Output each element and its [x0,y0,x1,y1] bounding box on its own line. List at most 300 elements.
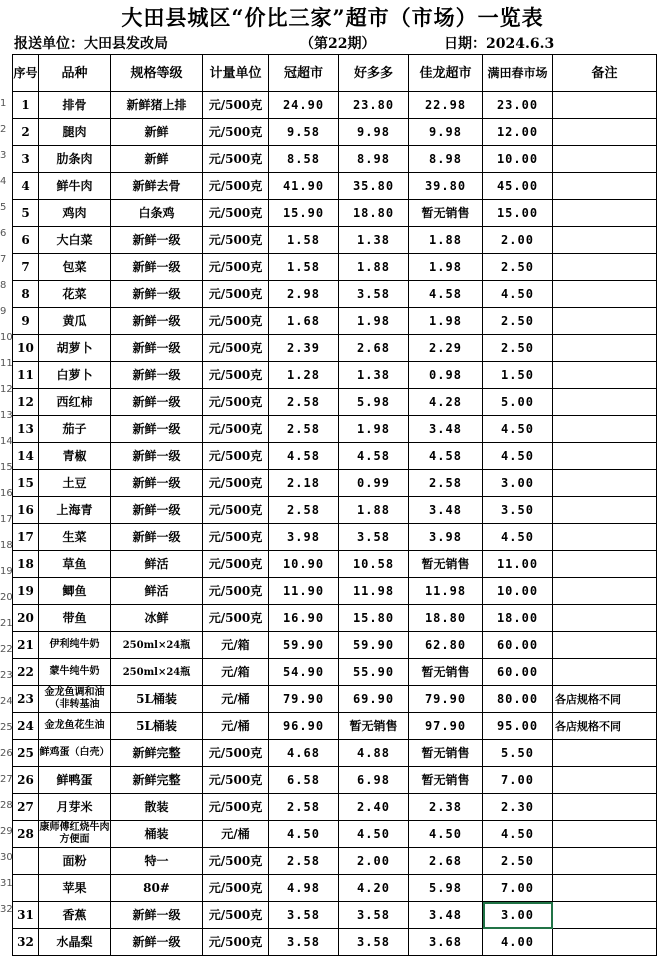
cell-seq[interactable]: 32 [13,929,39,956]
row-heading[interactable]: 15 [0,462,13,473]
cell-unit[interactable]: 元/500克 [203,443,269,470]
cell-seq[interactable]: 12 [13,389,39,416]
cell-seq[interactable]: 9 [13,308,39,335]
cell-s4[interactable]: 4.50 [483,821,553,848]
header-store-4[interactable]: 满田春市场 [483,55,553,92]
cell-seq[interactable]: 25 [13,740,39,767]
cell-s4[interactable]: 4.50 [483,416,553,443]
cell-note[interactable]: 各店规格不同 [553,713,657,740]
row-heading[interactable]: 32 [0,904,13,915]
cell-note[interactable] [553,497,657,524]
cell-s2[interactable]: 9.98 [339,119,409,146]
cell-seq[interactable]: 14 [13,443,39,470]
cell-s2[interactable]: 4.88 [339,740,409,767]
cell-seq[interactable]: 26 [13,767,39,794]
cell-s4[interactable]: 4.50 [483,443,553,470]
row-heading[interactable]: 23 [0,670,13,681]
row-heading[interactable]: 18 [0,540,13,551]
cell-s2[interactable]: 4.20 [339,875,409,902]
cell-seq[interactable]: 20 [13,605,39,632]
cell-item[interactable]: 蒙牛纯牛奶 [39,659,111,686]
header-item[interactable]: 品种 [39,55,111,92]
cell-note[interactable] [553,848,657,875]
cell-note[interactable] [553,767,657,794]
cell-note[interactable]: 各店规格不同 [553,686,657,713]
cell-item[interactable]: 上海青 [39,497,111,524]
cell-item[interactable]: 青椒 [39,443,111,470]
cell-spec[interactable]: 新鲜一级 [111,929,203,956]
cell-s1[interactable]: 54.90 [269,659,339,686]
cell-s1[interactable]: 4.98 [269,875,339,902]
cell-s2[interactable]: 10.58 [339,551,409,578]
cell-item[interactable]: 鸡肉 [39,200,111,227]
cell-s4[interactable]: 2.30 [483,794,553,821]
cell-s2[interactable]: 2.40 [339,794,409,821]
cell-s2[interactable]: 1.38 [339,227,409,254]
cell-spec[interactable]: 新鲜一级 [111,902,203,929]
cell-s2[interactable]: 8.98 [339,146,409,173]
cell-unit[interactable]: 元/500克 [203,470,269,497]
cell-seq[interactable]: 11 [13,362,39,389]
cell-spec[interactable]: 散装 [111,794,203,821]
cell-item[interactable]: 土豆 [39,470,111,497]
cell-s4[interactable]: 2.50 [483,335,553,362]
cell-item[interactable]: 苹果 [39,875,111,902]
cell-s4[interactable]: 2.50 [483,308,553,335]
cell-s4[interactable]: 12.00 [483,119,553,146]
cell-unit[interactable]: 元/500克 [203,335,269,362]
cell-unit[interactable]: 元/500克 [203,281,269,308]
cell-spec[interactable]: 新鲜猪上排 [111,92,203,119]
cell-seq[interactable]: 28 [13,821,39,848]
cell-s3[interactable]: 0.98 [409,362,483,389]
cell-unit[interactable]: 元/500克 [203,578,269,605]
cell-note[interactable] [553,632,657,659]
cell-s1[interactable]: 2.58 [269,794,339,821]
row-heading[interactable]: 19 [0,566,13,577]
cell-s4[interactable]: 2.50 [483,254,553,281]
row-heading[interactable]: 1 [0,98,7,109]
cell-note[interactable] [553,200,657,227]
cell-s4[interactable]: 23.00 [483,92,553,119]
cell-spec[interactable]: 5L桶装 [111,713,203,740]
cell-s3[interactable]: 1.98 [409,308,483,335]
cell-unit[interactable]: 元/500克 [203,848,269,875]
cell-s3[interactable]: 18.80 [409,605,483,632]
cell-item[interactable]: 水晶梨 [39,929,111,956]
cell-s1[interactable]: 6.58 [269,767,339,794]
cell-spec[interactable]: 新鲜完整 [111,767,203,794]
cell-s2[interactable]: 3.58 [339,281,409,308]
cell-seq[interactable] [13,848,39,875]
header-note[interactable]: 备注 [553,55,657,92]
cell-s3[interactable]: 4.58 [409,443,483,470]
row-heading[interactable]: 3 [0,150,7,161]
cell-item[interactable]: 大白菜 [39,227,111,254]
cell-seq[interactable]: 6 [13,227,39,254]
cell-unit[interactable]: 元/500克 [203,794,269,821]
cell-note[interactable] [553,443,657,470]
cell-unit[interactable]: 元/桶 [203,713,269,740]
cell-s4[interactable]: 60.00 [483,632,553,659]
cell-unit[interactable]: 元/500克 [203,551,269,578]
cell-seq[interactable]: 21 [13,632,39,659]
cell-seq[interactable]: 24 [13,713,39,740]
cell-s1[interactable]: 2.39 [269,335,339,362]
cell-s3[interactable]: 2.38 [409,794,483,821]
cell-s3[interactable]: 2.58 [409,470,483,497]
cell-item[interactable]: 香蕉 [39,902,111,929]
cell-seq[interactable]: 3 [13,146,39,173]
cell-item[interactable]: 金龙鱼花生油 [39,713,111,740]
cell-item[interactable]: 康师傅红烧牛肉方便面 [39,821,111,848]
cell-s3[interactable]: 暂无销售 [409,767,483,794]
cell-s3[interactable]: 5.98 [409,875,483,902]
cell-s1[interactable]: 3.58 [269,902,339,929]
cell-spec[interactable]: 5L桶装 [111,686,203,713]
cell-s3[interactable]: 3.98 [409,524,483,551]
row-heading[interactable]: 11 [0,358,13,369]
cell-s2[interactable]: 6.98 [339,767,409,794]
cell-note[interactable] [553,875,657,902]
cell-note[interactable] [553,416,657,443]
cell-note[interactable] [553,578,657,605]
row-heading[interactable]: 6 [0,228,7,239]
cell-unit[interactable]: 元/500克 [203,767,269,794]
cell-unit[interactable]: 元/500克 [203,92,269,119]
cell-item[interactable]: 鲜鸭蛋 [39,767,111,794]
cell-s2[interactable]: 3.58 [339,929,409,956]
row-heading[interactable]: 22 [0,644,13,655]
cell-s3[interactable]: 3.48 [409,497,483,524]
cell-spec[interactable]: 80# [111,875,203,902]
cell-spec[interactable]: 新鲜一级 [111,227,203,254]
cell-note[interactable] [553,146,657,173]
cell-s1[interactable]: 2.58 [269,497,339,524]
row-heading[interactable]: 4 [0,176,7,187]
cell-item[interactable]: 生菜 [39,524,111,551]
cell-seq[interactable]: 1 [13,92,39,119]
cell-s2[interactable]: 2.00 [339,848,409,875]
row-heading[interactable]: 12 [0,384,13,395]
cell-s3[interactable]: 9.98 [409,119,483,146]
row-heading[interactable]: 31 [0,878,13,889]
cell-s2[interactable]: 3.58 [339,902,409,929]
cell-unit[interactable]: 元/500克 [203,605,269,632]
cell-note[interactable] [553,902,657,929]
cell-s2[interactable]: 4.50 [339,821,409,848]
cell-s4[interactable]: 11.00 [483,551,553,578]
cell-spec[interactable]: 新鲜一级 [111,389,203,416]
cell-seq[interactable]: 5 [13,200,39,227]
cell-item[interactable]: 带鱼 [39,605,111,632]
row-heading[interactable]: 14 [0,436,13,447]
cell-unit[interactable]: 元/500克 [203,254,269,281]
cell-unit[interactable]: 元/500克 [203,416,269,443]
cell-spec[interactable]: 鲜活 [111,578,203,605]
cell-note[interactable] [553,740,657,767]
cell-s4[interactable]: 95.00 [483,713,553,740]
cell-s2[interactable]: 1.88 [339,254,409,281]
row-heading[interactable]: 16 [0,488,13,499]
cell-item[interactable]: 面粉 [39,848,111,875]
cell-s1[interactable]: 15.90 [269,200,339,227]
cell-note[interactable] [553,524,657,551]
cell-spec[interactable]: 新鲜一级 [111,362,203,389]
cell-s4[interactable]: 4.50 [483,281,553,308]
cell-s3[interactable]: 3.48 [409,902,483,929]
cell-spec[interactable]: 新鲜一级 [111,497,203,524]
cell-s2[interactable]: 3.58 [339,524,409,551]
cell-seq[interactable]: 13 [13,416,39,443]
cell-s1[interactable]: 2.98 [269,281,339,308]
cell-spec[interactable]: 新鲜一级 [111,308,203,335]
cell-seq[interactable] [13,875,39,902]
cell-note[interactable] [553,227,657,254]
cell-s2[interactable]: 69.90 [339,686,409,713]
cell-s4[interactable]: 15.00 [483,200,553,227]
cell-s1[interactable]: 1.28 [269,362,339,389]
cell-s4[interactable]: 10.00 [483,146,553,173]
cell-s2[interactable]: 暂无销售 [339,713,409,740]
row-heading[interactable]: 30 [0,852,13,863]
cell-item[interactable]: 包菜 [39,254,111,281]
cell-spec[interactable]: 新鲜一级 [111,524,203,551]
cell-s4[interactable]: 2.50 [483,848,553,875]
cell-seq[interactable]: 8 [13,281,39,308]
cell-s3[interactable]: 3.48 [409,416,483,443]
cell-note[interactable] [553,92,657,119]
header-unit[interactable]: 计量单位 [203,55,269,92]
cell-spec[interactable]: 新鲜一级 [111,254,203,281]
cell-s1[interactable]: 4.50 [269,821,339,848]
cell-s3[interactable]: 8.98 [409,146,483,173]
cell-unit[interactable]: 元/桶 [203,686,269,713]
cell-s4[interactable]: 18.00 [483,605,553,632]
cell-unit[interactable]: 元/500克 [203,200,269,227]
row-heading[interactable]: 27 [0,774,13,785]
cell-note[interactable] [553,821,657,848]
cell-s1[interactable]: 2.58 [269,416,339,443]
cell-s3[interactable]: 1.98 [409,254,483,281]
row-heading[interactable]: 26 [0,748,13,759]
cell-s2[interactable]: 1.98 [339,416,409,443]
cell-s3[interactable]: 暂无销售 [409,659,483,686]
cell-item[interactable]: 肋条肉 [39,146,111,173]
cell-s2[interactable]: 1.38 [339,362,409,389]
cell-item[interactable]: 鲜鸡蛋（白壳） [39,740,111,767]
row-heading[interactable]: 13 [0,410,13,421]
cell-s4[interactable]: 2.00 [483,227,553,254]
cell-note[interactable] [553,308,657,335]
cell-spec[interactable]: 新鲜一级 [111,470,203,497]
cell-note[interactable] [553,335,657,362]
cell-spec[interactable]: 新鲜去骨 [111,173,203,200]
cell-unit[interactable]: 元/箱 [203,632,269,659]
cell-seq[interactable]: 2 [13,119,39,146]
cell-note[interactable] [553,362,657,389]
cell-s1[interactable]: 1.58 [269,227,339,254]
cell-seq[interactable]: 4 [13,173,39,200]
cell-unit[interactable]: 元/500克 [203,497,269,524]
cell-s1[interactable]: 41.90 [269,173,339,200]
cell-s2[interactable]: 1.88 [339,497,409,524]
cell-item[interactable]: 金龙鱼调和油（非转基油 [39,686,111,713]
cell-s4[interactable]: 45.00 [483,173,553,200]
cell-seq[interactable]: 17 [13,524,39,551]
cell-s2[interactable]: 59.90 [339,632,409,659]
cell-s2[interactable]: 11.98 [339,578,409,605]
cell-seq[interactable]: 31 [13,902,39,929]
cell-s2[interactable]: 15.80 [339,605,409,632]
cell-note[interactable] [553,794,657,821]
cell-seq[interactable]: 7 [13,254,39,281]
cell-s1[interactable]: 3.58 [269,929,339,956]
row-heading[interactable]: 20 [0,592,13,603]
cell-note[interactable] [553,605,657,632]
cell-s3[interactable]: 3.68 [409,929,483,956]
cell-s3[interactable]: 暂无销售 [409,551,483,578]
cell-item[interactable]: 腿肉 [39,119,111,146]
row-heading[interactable]: 10 [0,332,13,343]
cell-spec[interactable]: 新鲜一级 [111,281,203,308]
cell-s4[interactable]: 7.00 [483,767,553,794]
cell-s1[interactable]: 3.98 [269,524,339,551]
cell-item[interactable]: 草鱼 [39,551,111,578]
cell-item[interactable]: 黄瓜 [39,308,111,335]
cell-s3[interactable]: 暂无销售 [409,200,483,227]
cell-spec[interactable]: 新鲜 [111,146,203,173]
cell-s2[interactable]: 4.58 [339,443,409,470]
row-heading[interactable]: 5 [0,202,7,213]
cell-seq[interactable]: 27 [13,794,39,821]
cell-s3[interactable]: 39.80 [409,173,483,200]
cell-s3[interactable]: 2.68 [409,848,483,875]
cell-s4[interactable]: 10.00 [483,578,553,605]
row-heading[interactable]: 29 [0,826,13,837]
cell-unit[interactable]: 元/500克 [203,875,269,902]
cell-unit[interactable]: 元/500克 [203,929,269,956]
cell-spec[interactable]: 250ml×24瓶 [111,659,203,686]
cell-item[interactable]: 排骨 [39,92,111,119]
cell-spec[interactable]: 新鲜一级 [111,416,203,443]
cell-note[interactable] [553,551,657,578]
cell-s1[interactable]: 96.90 [269,713,339,740]
cell-unit[interactable]: 元/500克 [203,740,269,767]
cell-s4[interactable]: 5.00 [483,389,553,416]
row-heading[interactable]: 7 [0,254,7,265]
cell-s2[interactable]: 0.99 [339,470,409,497]
cell-note[interactable] [553,281,657,308]
row-heading[interactable]: 2 [0,124,7,135]
cell-s3[interactable]: 1.88 [409,227,483,254]
cell-note[interactable] [553,659,657,686]
cell-unit[interactable]: 元/500克 [203,308,269,335]
cell-s2[interactable]: 35.80 [339,173,409,200]
cell-note[interactable] [553,254,657,281]
cell-s1[interactable]: 79.90 [269,686,339,713]
cell-unit[interactable]: 元/500克 [203,389,269,416]
cell-s1[interactable]: 2.18 [269,470,339,497]
cell-seq[interactable]: 18 [13,551,39,578]
cell-spec[interactable]: 白条鸡 [111,200,203,227]
cell-s1[interactable]: 8.58 [269,146,339,173]
cell-note[interactable] [553,119,657,146]
cell-item[interactable]: 茄子 [39,416,111,443]
cell-s1[interactable]: 1.68 [269,308,339,335]
cell-s4[interactable]: 60.00 [483,659,553,686]
cell-s4[interactable]: 3.50 [483,497,553,524]
cell-item[interactable]: 月芽米 [39,794,111,821]
header-store-2[interactable]: 好多多 [339,55,409,92]
cell-item[interactable]: 西红柿 [39,389,111,416]
cell-spec[interactable]: 鲜活 [111,551,203,578]
cell-s2[interactable]: 5.98 [339,389,409,416]
cell-s3[interactable]: 62.80 [409,632,483,659]
cell-note[interactable] [553,173,657,200]
cell-s3[interactable]: 4.28 [409,389,483,416]
cell-unit[interactable]: 元/箱 [203,659,269,686]
cell-seq[interactable]: 15 [13,470,39,497]
cell-note[interactable] [553,929,657,956]
cell-s2[interactable]: 1.98 [339,308,409,335]
row-heading[interactable]: 8 [0,280,7,291]
cell-s3[interactable]: 4.50 [409,821,483,848]
cell-s1[interactable]: 1.58 [269,254,339,281]
cell-unit[interactable]: 元/500克 [203,119,269,146]
cell-seq[interactable]: 10 [13,335,39,362]
header-store-3[interactable]: 佳龙超市 [409,55,483,92]
cell-item[interactable]: 花菜 [39,281,111,308]
cell-unit[interactable]: 元/500克 [203,362,269,389]
cell-s1[interactable]: 59.90 [269,632,339,659]
cell-s4[interactable]: 3.00 [483,902,553,929]
cell-spec[interactable]: 新鲜一级 [111,443,203,470]
cell-seq[interactable]: 16 [13,497,39,524]
cell-s3[interactable]: 2.29 [409,335,483,362]
cell-spec[interactable]: 特一 [111,848,203,875]
cell-item[interactable]: 胡萝卜 [39,335,111,362]
row-heading[interactable]: 9 [0,306,7,317]
header-store-1[interactable]: 冠超市 [269,55,339,92]
cell-s3[interactable]: 暂无销售 [409,740,483,767]
cell-s3[interactable]: 22.98 [409,92,483,119]
cell-s1[interactable]: 4.58 [269,443,339,470]
cell-spec[interactable]: 新鲜完整 [111,740,203,767]
header-seq[interactable]: 序号 [13,55,39,92]
cell-unit[interactable]: 元/500克 [203,524,269,551]
cell-note[interactable] [553,470,657,497]
cell-note[interactable] [553,389,657,416]
cell-seq[interactable]: 22 [13,659,39,686]
cell-s4[interactable]: 7.00 [483,875,553,902]
cell-spec[interactable]: 冰鲜 [111,605,203,632]
cell-s1[interactable]: 10.90 [269,551,339,578]
cell-item[interactable]: 鲜牛肉 [39,173,111,200]
cell-s3[interactable]: 11.98 [409,578,483,605]
cell-spec[interactable]: 新鲜 [111,119,203,146]
cell-unit[interactable]: 元/500克 [203,227,269,254]
cell-s1[interactable]: 4.68 [269,740,339,767]
cell-s1[interactable]: 2.58 [269,848,339,875]
cell-s2[interactable]: 18.80 [339,200,409,227]
cell-spec[interactable]: 桶装 [111,821,203,848]
cell-s4[interactable]: 1.50 [483,362,553,389]
row-heading[interactable]: 25 [0,722,13,733]
cell-s2[interactable]: 55.90 [339,659,409,686]
cell-s3[interactable]: 97.90 [409,713,483,740]
cell-s4[interactable]: 3.00 [483,470,553,497]
